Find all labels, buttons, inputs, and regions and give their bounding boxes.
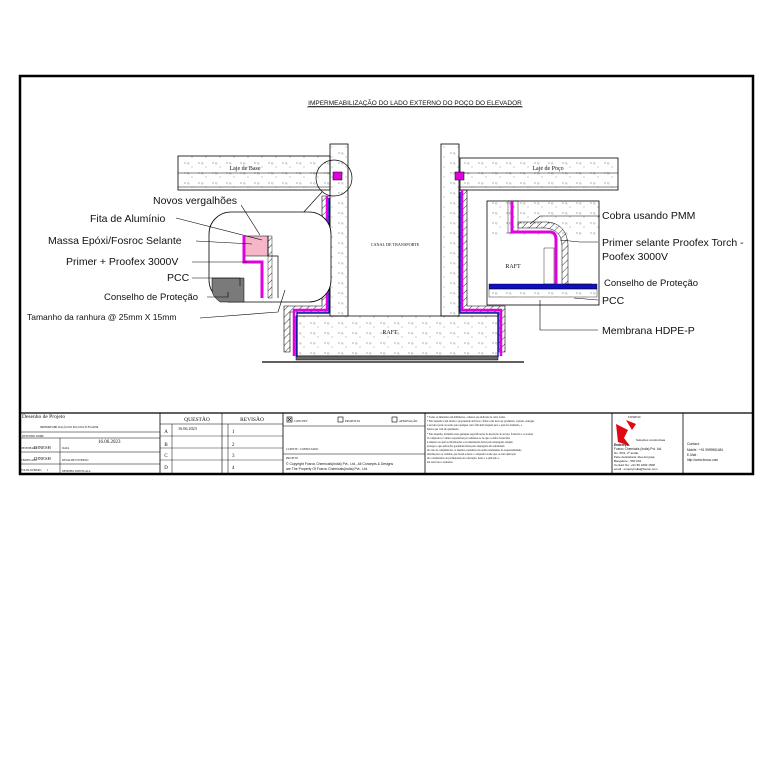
callout-aluminium-tape: Fita de Alumínio	[90, 213, 166, 225]
logo-text: FOSROC	[628, 415, 641, 419]
svg-text:O comprador é o único responsá: O comprador é o único responsável por satisfazer-se de que os dados fornecidos	[427, 437, 511, 440]
issue-date-a: 16.06.2023	[178, 426, 197, 431]
contact-heading: Contact:	[687, 442, 700, 446]
status-proposta: PROPOSTA	[345, 419, 361, 423]
svg-text:em este fosroc assinados.: em este fosroc assinados.	[427, 461, 454, 464]
revision-4: 4	[232, 466, 235, 471]
left-wall	[330, 144, 348, 316]
drawing-name-label: DESENHO NOME	[22, 435, 44, 438]
left-detail	[209, 212, 331, 302]
svg-text:à empresa ou qual as informaçõ: à empresa ou qual as informações e recomendações feitas pelo empregado estejam	[427, 441, 513, 444]
company: Fosroc Chemicals (India) Pvt. Ltd.	[614, 447, 663, 451]
checked-by: DINESH	[34, 456, 51, 461]
date-label: DATA	[62, 447, 70, 450]
issue-b: B	[164, 443, 168, 448]
svg-text:são considerados de profission: são considerados de profissionais da construção, deste o a aplicação e	[427, 457, 500, 460]
callout-epoxy-sealant: Massa Epóxi/Fosroc Selante	[48, 235, 182, 247]
website: http://www.fosroc.com	[687, 458, 719, 462]
callout-protection-left: Conselho de Proteção	[104, 292, 199, 303]
drawn-label: DESENHADO	[21, 447, 37, 450]
issue-c: C	[164, 454, 168, 459]
sheet-label: FOLHA NÚMERO	[21, 469, 42, 472]
callout-new-rebars: Novos vergalhões	[153, 195, 238, 207]
raft-label: RAFT	[382, 330, 398, 336]
email: email : enquiryindia@fosroc.com	[614, 467, 658, 471]
client-label: CLIENTE / CONSULTADO	[286, 448, 319, 451]
issue-a: A	[164, 430, 168, 435]
right-detail	[487, 201, 599, 305]
mobile: Mobile : +91 9999981484	[687, 448, 724, 452]
svg-text:são isto de competências, os m: são isto de competências, os mesmos conteúdos são então redundantes da responsabilidade	[427, 449, 522, 452]
revision-3: 3	[232, 454, 235, 459]
project-label: PROJETO	[286, 457, 298, 460]
address-line2: Parte da Estância, Rua da Igreja	[614, 455, 655, 459]
revision-2: 2	[232, 443, 235, 448]
detail-raft-label: RAFT	[505, 264, 521, 270]
callout-hdpe: Membrana HDPE-P	[602, 325, 695, 337]
svg-text:* Este desenho é um direito e: * Este desenho é um direito e propriedade da Fosroc, Índia e não deve ser produzido, copiado, entregue	[427, 420, 535, 423]
callout-protection-right: Conselho de Proteção	[604, 278, 699, 289]
project-heading: Desenho de Projeto	[22, 414, 66, 420]
drawing-title: IMPERMEABILIZAÇÃO DO LADO EXTERNO DO POÇO DO ELEVADOR	[308, 100, 522, 107]
svg-text:* Este desenho, incluindo suas: * Este desenho, incluindo suas quaisquer especificações da descrição do serviço fornecido e os aceites	[427, 433, 534, 436]
project-sub: IMPERMEABILIZAÇÃO DO POÇO DO ELEVADOR	[40, 426, 99, 429]
right-wall	[441, 144, 459, 316]
svg-text:menos que com sua permissão.: menos que com sua permissão.	[427, 428, 460, 431]
callout-pcc-left: PCC	[167, 272, 190, 284]
address-line1: No. 56/1, 2º andar,	[614, 451, 639, 455]
copyright-line2: are The Property Of Fosroc Chemicals(India) Pvt., Ltd.	[286, 467, 368, 471]
revision-header: REVISÃO	[240, 417, 264, 423]
svg-text:proteger e que aplicações gara: proteger e que aplicações garantidas feitas pelo empregado não substituem	[427, 445, 505, 448]
drawn-by: DINESH	[34, 445, 51, 450]
sheet-note: DESENHO SOB ESCALA	[62, 470, 91, 473]
svg-text:a terceiros parte ou usado par: a terceiros parte ou usado para qualquer outro fim além daquele para o qual foi destinado, a	[427, 424, 522, 427]
checked-label: VERIFICADO	[21, 459, 37, 462]
svg-text:* Todas as dimensões em milíme: * Todas as dimensões em milímetros, a menos que indicado de outra forma.	[427, 416, 506, 419]
sheet-border	[20, 76, 753, 474]
shaft-label: CANAL DE TRANSPORTE	[370, 242, 420, 247]
copyright-line1: © Copyright Fosroc Chemicals(India) Pvt., Ltd., All Concepts & Designs	[286, 462, 394, 466]
right-slab-label: Laje de Poço	[532, 166, 564, 172]
contact-line1: Contact No: +91 80 2282 1508	[614, 463, 655, 467]
address-line3: Bangalore - 560 001	[614, 459, 642, 463]
status-concept: CONCEPT	[294, 419, 308, 423]
endereco-label: Endereço	[614, 443, 629, 447]
issue-header: QUESTÃO	[184, 417, 210, 423]
callout-primer-proofex: Primer + Proofex 3000V	[66, 256, 179, 268]
left-slab-label: Laje de Base	[229, 166, 261, 172]
right-slab	[460, 158, 618, 190]
callout-pmm: Cobra usando PMM	[602, 210, 696, 222]
logo-tagline: Soluções construtivas	[636, 438, 666, 442]
status-aprovacao: APROVAÇÃO	[399, 419, 418, 423]
raft	[296, 316, 498, 356]
hdpe-strip	[489, 284, 597, 289]
callout-primer-torch: Primer selante Proofex Torch -	[602, 237, 744, 249]
epoxy-mass	[244, 236, 268, 256]
issue-d: D	[164, 466, 168, 471]
sheet-value: 1	[47, 468, 49, 472]
email-short: E-Mail :	[687, 453, 698, 457]
revision-1: 1	[232, 430, 235, 435]
protection-block	[212, 278, 244, 302]
date-value: 16.06.2023	[98, 440, 121, 445]
callout-poofex: Poofex 3000V	[602, 251, 668, 263]
callout-pcc-right: PCC	[602, 295, 625, 307]
svg-text:informações ou contidas, que f: informações ou contidas, que forem e deste o comprador aceite que os estes aplicação	[427, 453, 517, 456]
callout-groove-size: Tamanho da ranhura @ 25mm X 15mm	[27, 312, 177, 322]
checked-note: DETALHE EXTERNO	[62, 459, 89, 462]
